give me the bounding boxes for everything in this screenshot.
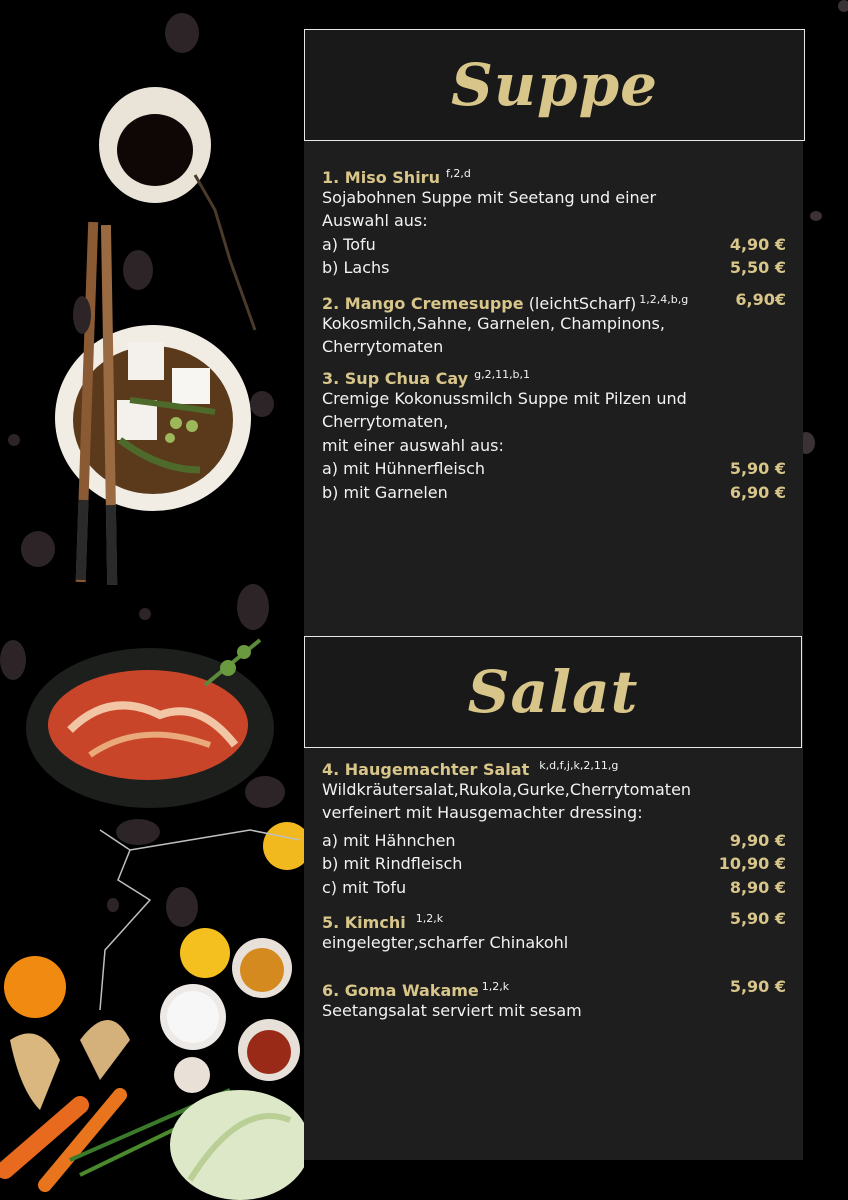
- item-description: verfeinert mit Hausgemachter dressing:: [322, 803, 643, 822]
- menu-item-kimchi: [322, 907, 792, 954]
- option-label: b) mit Garnelen: [322, 482, 448, 502]
- ingredients-image: [4, 822, 304, 1200]
- item-allergens: 1,2,k: [481, 980, 510, 993]
- option-price: 6,90 €: [729, 482, 786, 502]
- menu-item-goma-wakame: [322, 975, 792, 1022]
- item-allergens: 1,2,4,b,g: [639, 293, 689, 306]
- option-price: 5,90 €: [729, 459, 786, 478]
- item-name: 4. Haugemachter Salat: [322, 760, 530, 779]
- item-price: 5,90 €: [729, 909, 786, 928]
- item-description: mit einer auswahl aus:: [322, 435, 504, 455]
- item-subtitle: (leichtScharf): [528, 294, 637, 313]
- suppe-header: [304, 29, 805, 141]
- item-description: eingelegter,scharfer Chinakohl: [322, 932, 569, 952]
- item-allergens: 1,2,k: [415, 912, 444, 925]
- item-allergens: k,d,f,j,k,2,11,g: [539, 759, 619, 772]
- item-description: Seetangsalat serviert mit sesam: [322, 1000, 582, 1020]
- item-description: Sojabohnen Suppe mit Seetang und einer: [322, 187, 657, 207]
- item-description: Wildkräutersalat,Rukola,Gurke,Cherrytomaten: [322, 779, 692, 799]
- option-label: a) Tofu: [322, 234, 376, 254]
- option-price: 10,90 €: [718, 854, 786, 873]
- item-price: 6,90€: [735, 290, 786, 309]
- item-description: Cherrytomaten,: [322, 412, 449, 431]
- item-description: Cremige Kokonussmilch Suppe mit Pilzen und: [322, 388, 687, 408]
- option-label: b) mit Rindfleisch: [322, 854, 463, 873]
- item-name: 6. Goma Wakame: [322, 981, 479, 1000]
- option-price: 8,90 €: [729, 877, 786, 897]
- menu-item-mango-cremesuppe: [322, 288, 792, 359]
- item-allergens: g,2,11,b,1: [474, 368, 531, 381]
- item-name: 3. Sup Chua Cay: [322, 369, 469, 388]
- menu-item-miso-shiru: [322, 162, 792, 280]
- section-title-salat: Salat: [467, 658, 639, 726]
- item-allergens: f,2,d: [445, 167, 471, 180]
- option-label: a) mit Hühnerfleisch: [322, 459, 486, 478]
- section-title-suppe: Suppe: [450, 51, 659, 119]
- item-name: 2. Mango Cremesuppe: [322, 294, 524, 313]
- item-description: Kokosmilch,Sahne, Garnelen, Champinons,: [322, 313, 665, 333]
- menu-item-sup-chua-cay: [322, 363, 792, 504]
- salat-header: [304, 636, 802, 748]
- option-label: a) mit Hähnchen: [322, 830, 456, 850]
- option-label: b) Lachs: [322, 258, 390, 277]
- option-price: 4,90 €: [729, 234, 786, 254]
- menu-item-haugemachter-salat: [322, 754, 792, 899]
- item-price: 5,90 €: [729, 977, 786, 996]
- kimchi-bowl-image: [26, 640, 274, 808]
- item-description: Cherrytomaten: [322, 337, 444, 356]
- item-description: Auswahl aus:: [322, 211, 428, 230]
- option-price: 9,90 €: [729, 830, 786, 850]
- soy-sauce-dish-image: [99, 87, 255, 330]
- item-name: 5. Kimchi: [322, 913, 406, 932]
- option-price: 5,50 €: [729, 258, 786, 277]
- option-label: c) mit Tofu: [322, 877, 407, 897]
- item-name: 1. Miso Shiru: [322, 168, 440, 187]
- food-photo-column: [0, 0, 304, 1200]
